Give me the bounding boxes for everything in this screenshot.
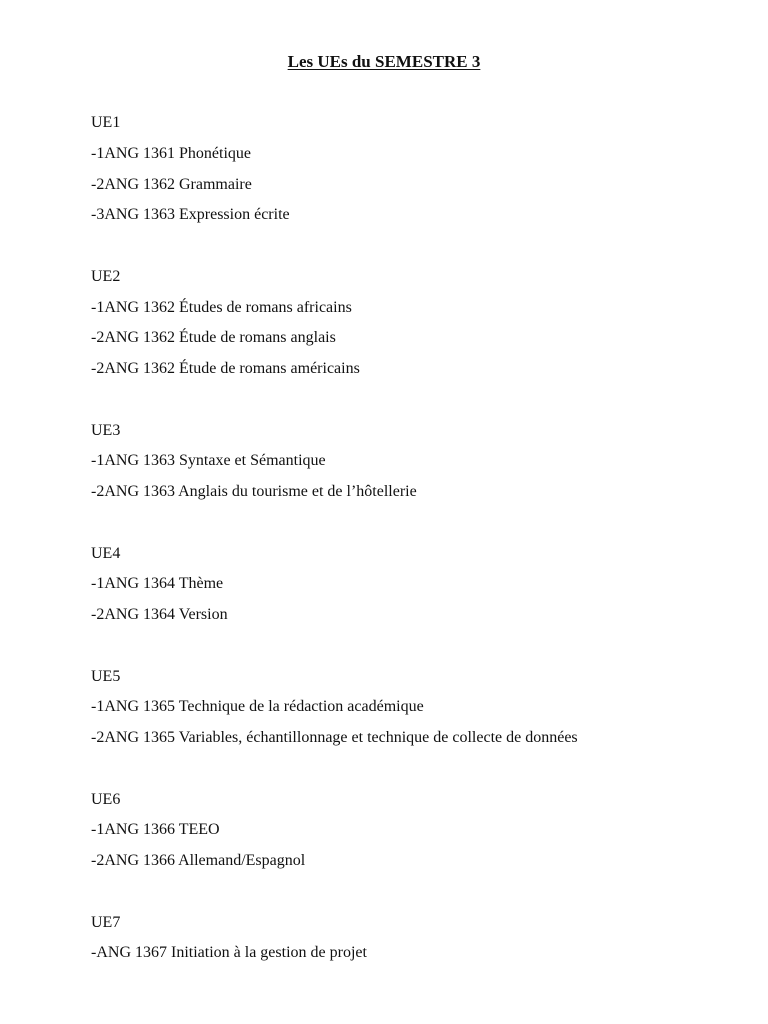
ue-block-2: [91, 266, 751, 389]
ue-heading: UE3: [91, 421, 121, 439]
ue-heading: UE2: [91, 267, 121, 285]
course-item: -1ANG 1363 Syntaxe et Sémantique: [91, 452, 326, 470]
course-item: -ANG 1367 Initiation à la gestion de projet: [91, 944, 367, 962]
course-item: -2ANG 1362 Étude de romans anglais: [91, 329, 336, 347]
course-item: -2ANG 1365 Variables, échantillonnage et technique de collecte de données: [91, 729, 578, 747]
ue-block-4: [91, 543, 751, 635]
course-item: -3ANG 1363 Expression écrite: [91, 206, 290, 224]
course-item: -1ANG 1364 Thème: [91, 575, 224, 593]
course-item: -1ANG 1361 Phonétique: [91, 144, 251, 162]
course-item: -1ANG 1366 TEEO: [91, 821, 220, 839]
course-item: -2ANG 1364 Version: [91, 606, 228, 624]
ue-heading: UE1: [91, 114, 121, 131]
ue-heading: UE7: [91, 913, 121, 931]
ue-block-7: [91, 912, 751, 974]
ue-block-3: [91, 420, 751, 512]
course-item: -1ANG 1362 Études de romans africains: [91, 298, 352, 316]
ue-block-6: [91, 789, 751, 881]
ue-block-5: [91, 666, 751, 758]
course-item: -2ANG 1366 Allemand/Espagnol: [91, 852, 306, 870]
ue-list: [91, 112, 751, 1004]
ue-heading: UE6: [91, 790, 121, 808]
course-item: -2ANG 1363 Anglais du tourisme et de l’hôtellerie: [91, 483, 417, 501]
ue-block-1: [91, 112, 751, 235]
page-title: Les UEs du SEMESTRE 3: [287, 52, 481, 71]
course-item: -2ANG 1362 Grammaire: [91, 175, 252, 193]
course-item: -1ANG 1365 Technique de la rédaction académique: [91, 698, 424, 716]
ue-heading: UE4: [91, 544, 121, 562]
ue-heading: UE5: [91, 667, 121, 685]
course-item: -2ANG 1362 Étude de romans américains: [91, 360, 360, 378]
